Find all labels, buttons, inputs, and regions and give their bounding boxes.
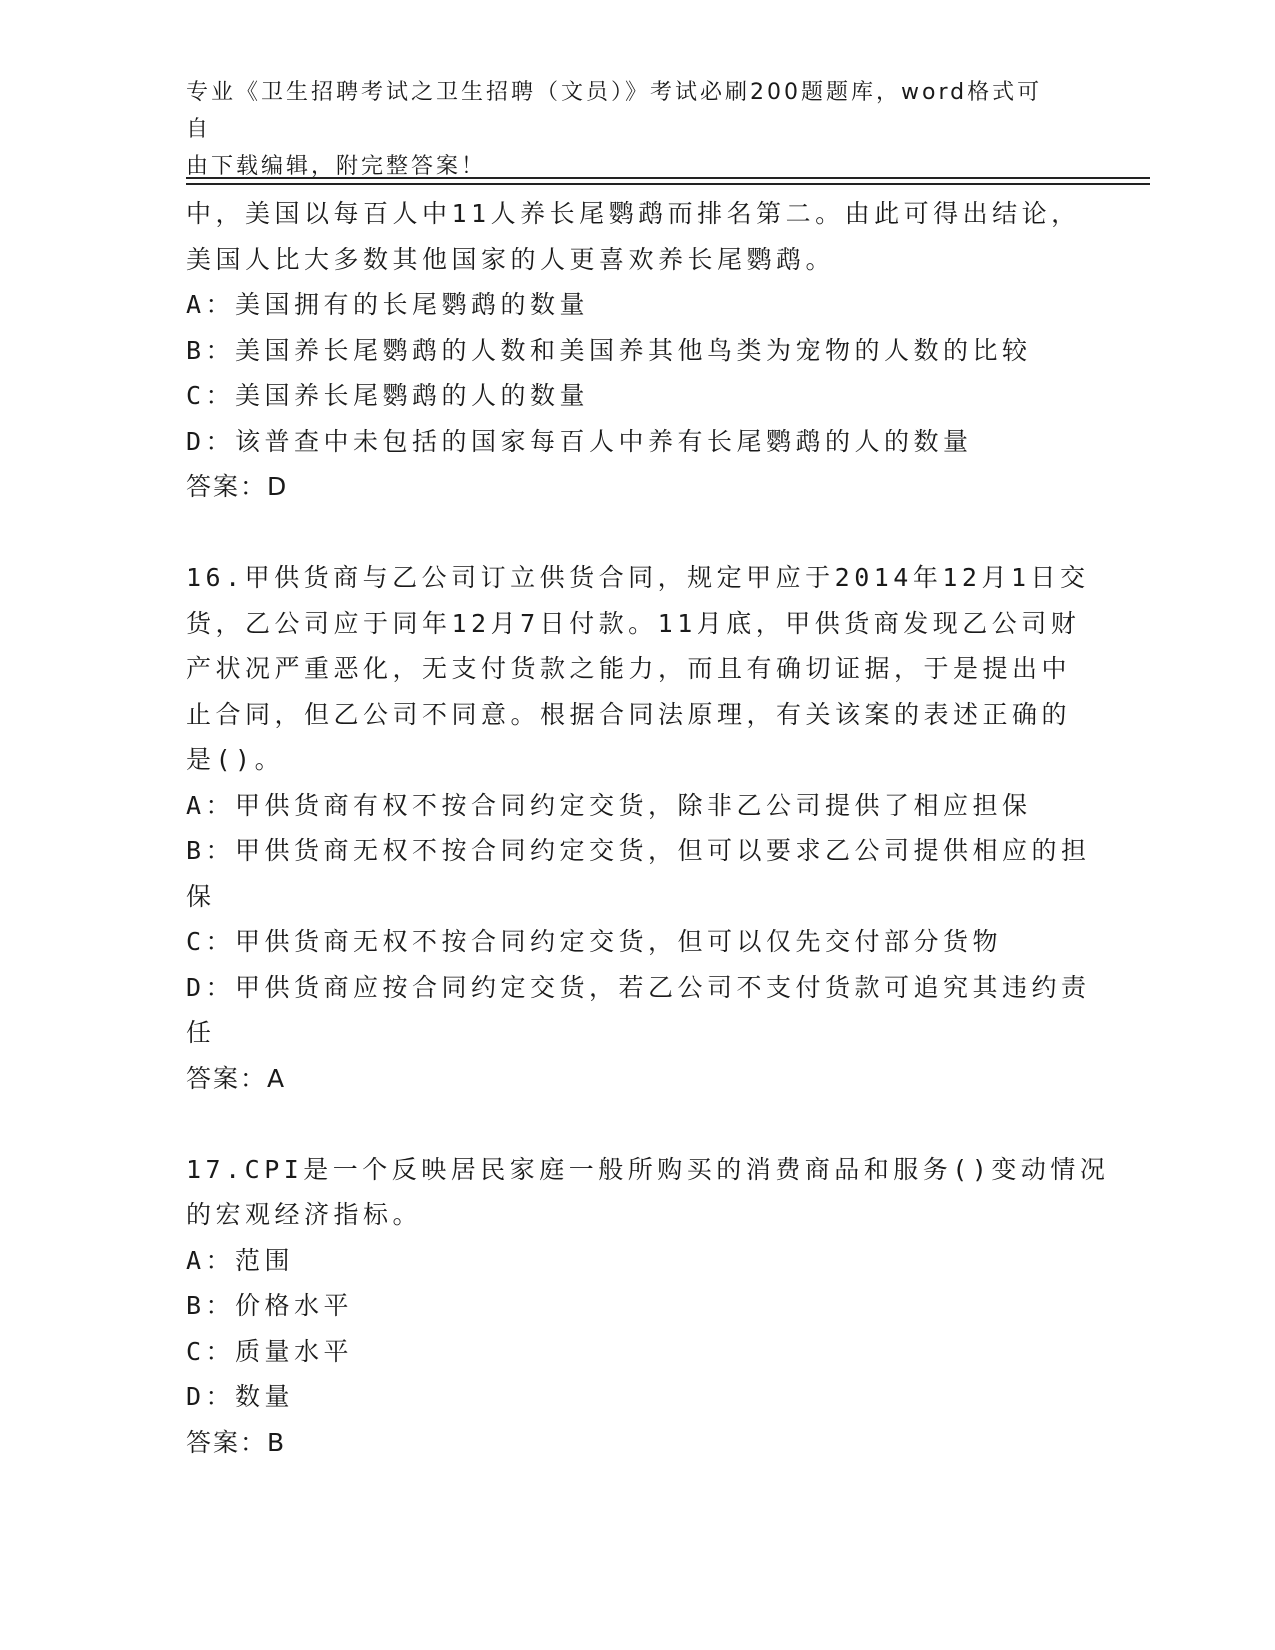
answer-label: 答案：B bbox=[186, 1427, 287, 1457]
question-stem-line: 止合同，但乙公司不同意。根据合同法原理，有关该案的表述正确的 bbox=[186, 699, 1072, 729]
option-d-continued: 任 bbox=[186, 1018, 216, 1047]
option-d: D：甲供货商应按合同约定交货，若乙公司不支付货款可追究其违约责 bbox=[186, 972, 1091, 1002]
question-stem-line: 美国人比大多数其他国家的人更喜欢养长尾鹦鹉。 bbox=[186, 244, 836, 274]
spacer bbox=[186, 510, 1086, 556]
header-rule-bottom bbox=[186, 183, 1150, 185]
question-stem-line: 货，乙公司应于同年12月7日付款。11月底，甲供货商发现乙公司财 bbox=[186, 608, 1081, 638]
answer-label: 答案：D bbox=[186, 472, 289, 501]
header-line-1: 专业《卫生招聘考试之卫生招聘（文员）》考试必刷200题题库，word格式可自 bbox=[186, 80, 1043, 142]
option-b-continued: 保 bbox=[186, 881, 216, 911]
option-c: C：质量水平 bbox=[186, 1336, 354, 1366]
question-stem-line: 16.甲供货商与乙公司订立供货合同，规定甲应于2014年12月1日交 bbox=[186, 563, 1090, 592]
header-line-2: 由下载编辑，附完整答案！ bbox=[186, 154, 487, 179]
option-a: A：美国拥有的长尾鹦鹉的数量 bbox=[186, 290, 590, 319]
option-b: B：价格水平 bbox=[186, 1291, 354, 1320]
answer-label: 答案：A bbox=[186, 1063, 287, 1093]
header-rule-top bbox=[186, 177, 1150, 179]
option-d: D：数量 bbox=[186, 1382, 295, 1411]
option-c: C：美国养长尾鹦鹉的人的数量 bbox=[186, 381, 590, 410]
option-a: A：甲供货商有权不按合同约定交货，除非乙公司提供了相应担保 bbox=[186, 790, 1032, 820]
question-16 bbox=[186, 555, 1091, 1101]
document-header bbox=[186, 74, 1066, 185]
question-stem-line: 产状况严重恶化，无支付货款之能力，而且有确切证据，于是提出中 bbox=[186, 654, 1072, 683]
question-stem-line: 17.CPI是一个反映居民家庭一般所购买的消费商品和服务()变动情况 bbox=[186, 1154, 1110, 1184]
option-d: D：该普查中未包括的国家每百人中养有长尾鹦鹉的人的数量 bbox=[186, 426, 973, 456]
option-b: B：甲供货商无权不按合同约定交货，但可以要求乙公司提供相应的担 bbox=[186, 836, 1091, 865]
question-17 bbox=[186, 1147, 1110, 1466]
option-b: B：美国养长尾鹦鹉的人数和美国养其他鸟类为宠物的人数的比较 bbox=[186, 335, 1032, 365]
option-a: A：范围 bbox=[186, 1245, 295, 1275]
question-content bbox=[186, 191, 1110, 1465]
question-stem-line: 中，美国以每百人中11人养长尾鹦鹉而排名第二。由此可得出结论， bbox=[186, 199, 1081, 228]
spacer bbox=[186, 1101, 1086, 1147]
option-c: C：甲供货商无权不按合同约定交货，但可以仅先交付部分货物 bbox=[186, 927, 1003, 956]
question-stem-line: 是()。 bbox=[186, 745, 285, 774]
question-stem-line: 的宏观经济指标。 bbox=[186, 1200, 423, 1229]
question-15 bbox=[186, 191, 1086, 510]
